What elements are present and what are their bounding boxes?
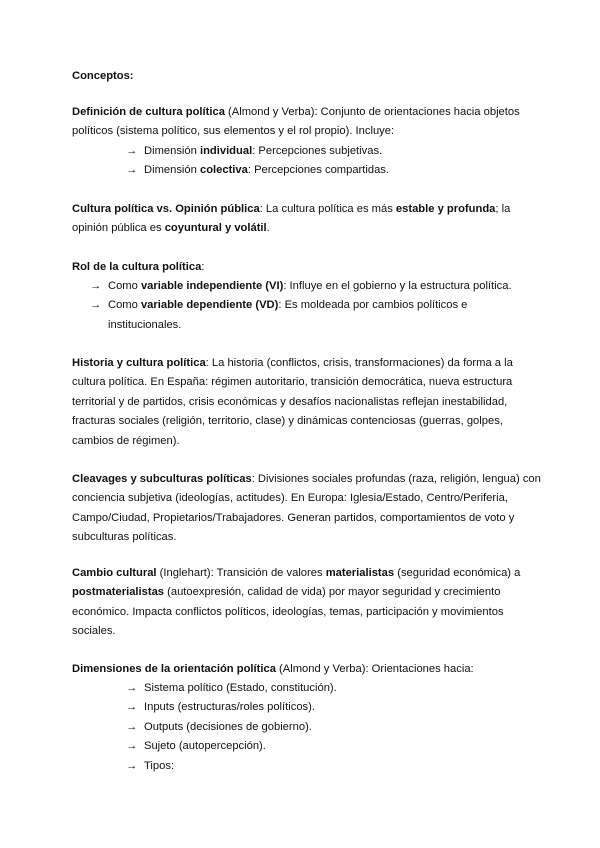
section-cultura-vs-opinion: Cultura política vs. Opinión pública: La cultura política es más estable y profunda; la opinión pública es coyuntural y volátil. — [72, 203, 511, 235]
list-item: → Inputs (estructuras/roles políticos). — [144, 698, 544, 717]
term-heading: Historia y cultura política — [72, 357, 206, 369]
list-item: → Dimensión individual: Percepciones subjetivas. — [144, 142, 544, 161]
list-orientaciones — [126, 679, 544, 776]
section-cultura-politica: Definición de cultura política (Almond y Verba): Conjunto de orientaciones hacia objetos políticos (sistema político, sus elementos y el rol propio). Incluye: — [72, 106, 520, 138]
arrow-right-icon: → — [90, 280, 102, 292]
list-item: → Outputs (decisiones de gobierno). — [144, 718, 544, 737]
term-heading: Rol de la cultura política — [72, 261, 202, 273]
section-cleavages: Cleavages y subculturas políticas: Divisiones sociales profundas (raza, religión, lengua) con conciencia subjetiva (ideologías, actitudes). En Europa: Iglesia/Estado, Centro/Periferia, Campo/Ciudad, Propietarios/Trabajadores. Generan partidos, comportamientos de voto y subculturas políticas. — [72, 473, 541, 544]
arrow-right-icon: → — [126, 720, 138, 733]
list-item: → Dimensión colectiva: Percepciones compartidas. — [144, 161, 544, 180]
term-heading: Definición de cultura política — [72, 106, 225, 118]
list-item: → Como variable independiente (VI): Influye en el gobierno y la estructura política. — [108, 277, 538, 296]
term-heading: Cambio cultural — [72, 567, 157, 579]
arrow-right-icon: → — [126, 701, 138, 714]
list-dimensiones — [126, 142, 544, 181]
term-heading: Dimensiones de la orientación política — [72, 663, 276, 675]
list-item: → Como variable dependiente (VD): Es moldeada por cambios políticos e institucionales. — [108, 296, 538, 335]
page-title: Conceptos: — [72, 70, 134, 82]
section-cambio-cultural: Cambio cultural (Inglehart): Transición de valores materialistas (seguridad económica) a postmaterialistas (autoexpresión, calidad de vida) por mayor seguridad y crecimiento económico. Impacta conflictos políticos, ideologías, temas, participación y movimientos sociales. — [72, 567, 521, 638]
arrow-right-icon: → — [90, 299, 102, 312]
section-historia: Historia y cultura política: La historia (conflictos, crisis, transformaciones) da forma a la cultura política. En España: régimen autoritario, transición democrática, nueva estructura territorial y de partidos, crisis económicas y desafíos nacionalistas reflejan inestabilidad, fracturas sociales (religión, territorio, clase) y dinámicas contenciosas (guerras, golpes, cambios de régimen). — [72, 357, 513, 447]
arrow-right-icon: → — [126, 145, 138, 157]
list-item: → Tipos: — [144, 757, 544, 776]
list-rol — [90, 277, 538, 335]
section-dimensiones-orientacion: Dimensiones de la orientación política (Almond y Verba): Orientaciones hacia: — [72, 663, 474, 675]
term-heading: Cultura política vs. Opinión pública — [72, 203, 260, 215]
section-rol: Rol de la cultura política: — [72, 261, 205, 273]
arrow-right-icon: → — [126, 682, 138, 694]
arrow-right-icon: → — [126, 740, 138, 753]
arrow-right-icon: → — [126, 164, 138, 177]
list-item: → Sujeto (autopercepción). — [144, 737, 544, 756]
arrow-right-icon: → — [126, 759, 138, 772]
term-heading: Cleavages y subculturas políticas — [72, 473, 252, 485]
list-item: → Sistema político (Estado, constitución). — [144, 679, 544, 698]
